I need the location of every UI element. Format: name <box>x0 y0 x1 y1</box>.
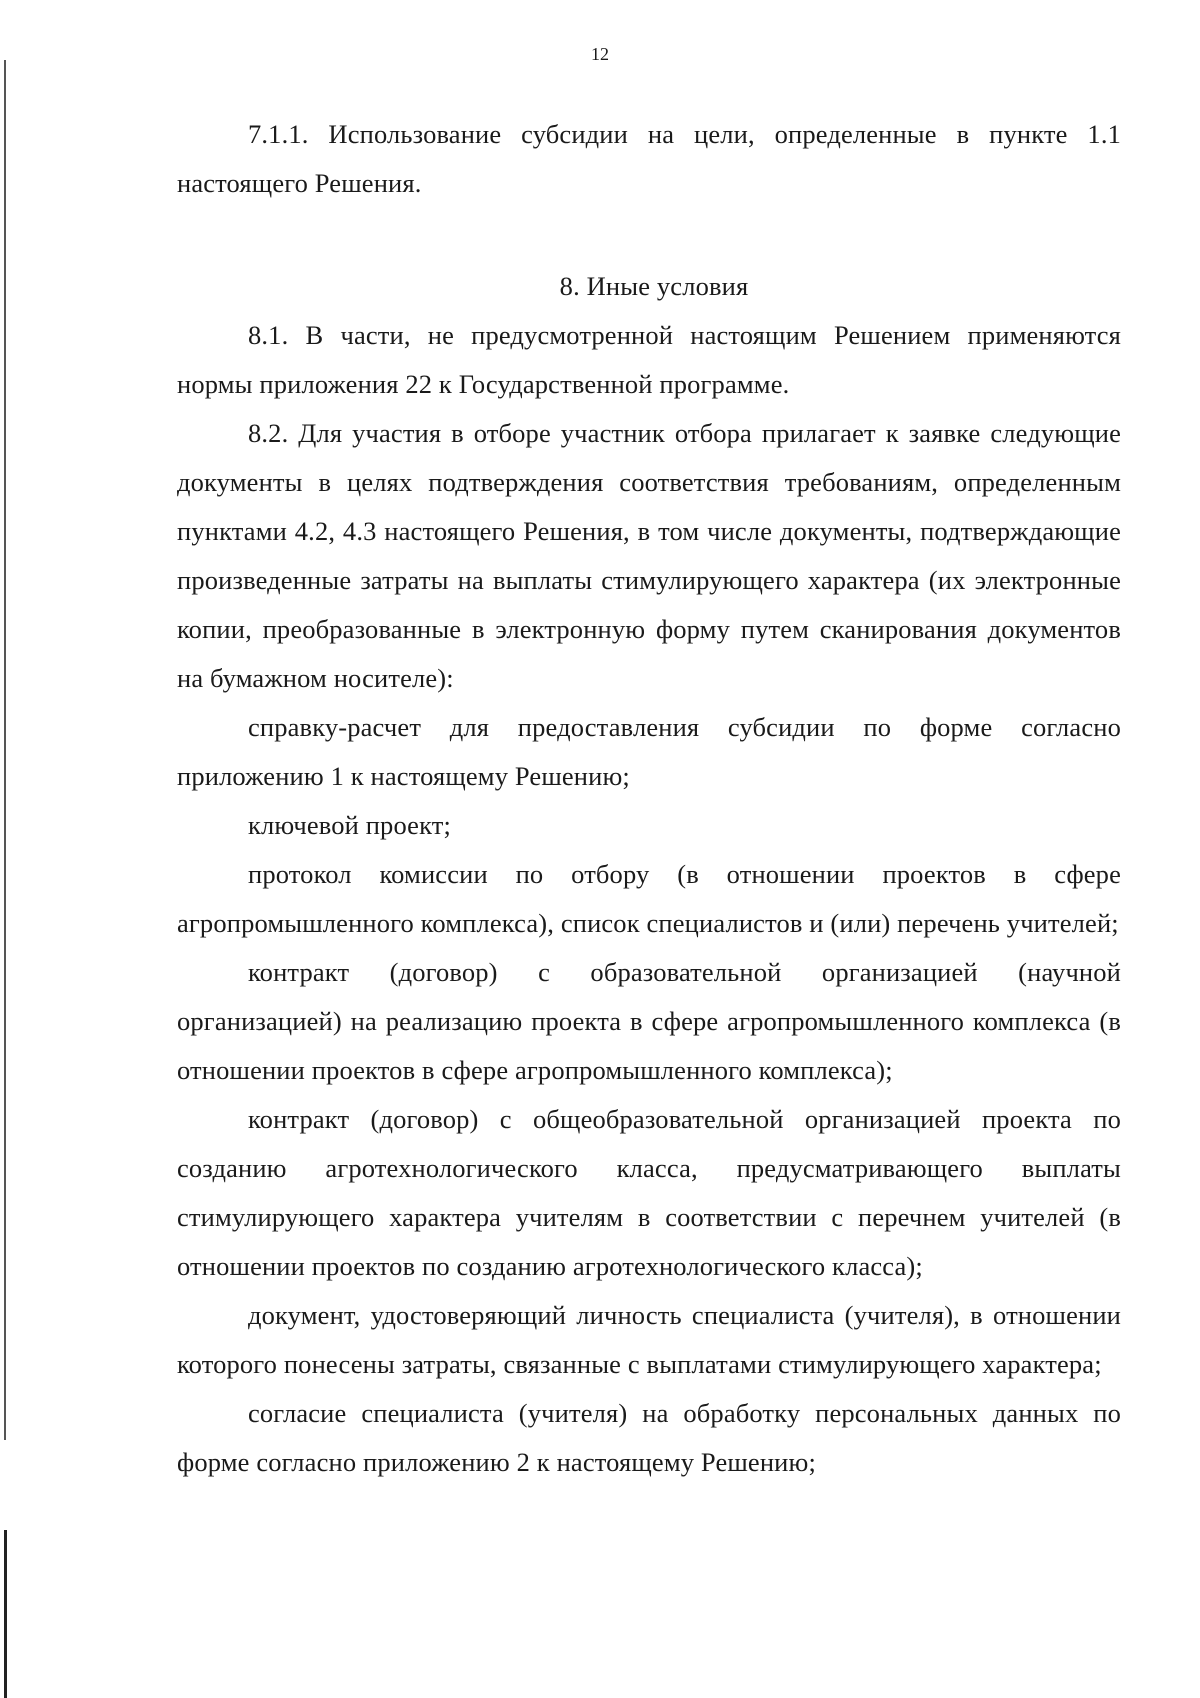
list-item-consent: согласие специалиста (учителя) на обработку персональных данных по форме согласно приложению 2 к настоящему Решению; <box>177 1398 1121 1477</box>
list-item-key-project: ключевой проект; <box>248 810 452 840</box>
list-item-contract-school: контракт (договор) с общеобразовательной организацией проекта по созданию агротехнологического класса, предусматривающего выплаты стимулирующего характера учителям в соответствии с перечнем учителей (в отношении проектов по созданию агротехнологического класса); <box>177 1104 1121 1281</box>
scan-edge-line <box>4 60 6 1440</box>
list-item-protocol: протокол комиссии по отбору (в отношении проектов в сфере агропромышленного комплекса), список специалистов и (или) перечень учителей; <box>177 859 1121 938</box>
list-item-contract-education: контракт (договор) с образовательной организацией (научной организацией) на реализацию проекта в сфере агропромышленного комплекса (в отношении проектов в сфере агропромышленного комплекса); <box>177 957 1121 1085</box>
page-number: 12 <box>591 44 609 64</box>
list-item-spravka: справку-расчет для предоставления субсидии по форме согласно приложению 1 к настоящему Решению; <box>177 712 1121 791</box>
section-heading: 8. Иные условия <box>559 271 749 301</box>
paragraph-8-1: 8.1. В части, не предусмотренной настоящим Решением применяются нормы приложения 22 к Государственной программе. <box>177 320 1121 399</box>
document-body <box>177 110 1121 1487</box>
paragraph-7-1-1: 7.1.1. Использование субсидии на цели, определенные в пункте 1.1 настоящего Решения. <box>177 119 1121 198</box>
paragraph-8-2: 8.2. Для участия в отборе участник отбора прилагает к заявке следующие документы в целях подтверждения соответствия требованиям, определенным пунктами 4.2, 4.3 настоящего Решения, в том числе документы, подтверждающие произведенные затраты на выплаты стимулирующего характера (их электронные копии, преобразованные в электронную форму путем сканирования документов на бумажном носителе): <box>177 418 1121 693</box>
scan-edge-line-bottom <box>4 1530 7 1698</box>
list-item-identity-document: документ, удостоверяющий личность специалиста (учителя), в отношении которого понесены затраты, связанные с выплатами стимулирующего характера; <box>177 1300 1121 1379</box>
